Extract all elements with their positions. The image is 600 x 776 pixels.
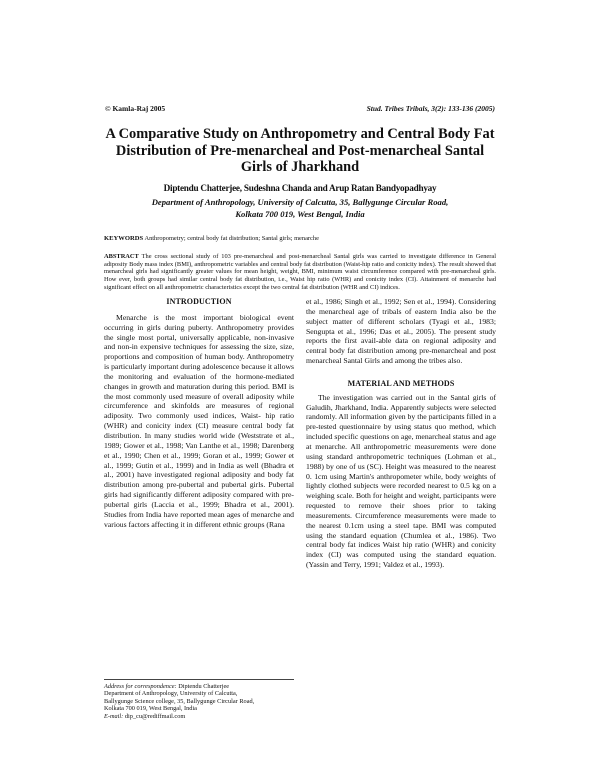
keywords-text: Anthropometry; central body fat distribution; Santal girls; menarche [144,235,319,242]
keywords [104,235,496,243]
affiliation-line: Kolkata 700 019, West Bengal, India [235,208,365,219]
introduction-continuation: et al., 1986; Singh et al., 1992; Sen et al., 1994). Considering the menarcheal age of tribals of eastern India also be the subject matter of different scholars (Tyagi et al., 1983; Sengupta et al., 1996; Das et al., 2005). The present study reports the first avail-able data on regional adiposity and central body fat distribution among pre-menarcheal and post menarcheal Santal Girls and among the tribes also. [306,297,496,366]
email-label: E-mail: [104,712,124,720]
abstract-label: ABSTRACT [104,253,139,260]
right-column [306,297,496,570]
left-column [104,297,294,529]
affiliation-line: Department of Anthropology, University of Calcutta, 35, Ballygunge Circular Road, [151,197,449,207]
correspondence-footnote [104,683,294,720]
introduction-paragraph: Menarche is the most important biological event occurring in girls during puberty. Anthropometry provides the single most portal, universally applicable, non-invasive and non-in expensive techniques for assessing the size, size, proportions and composition of human body. Anthropometry is particularly important during adolescence because it allows the monitoring and evaluation of the hormone-mediated changes in growth and maturation during this period. BMI is the most commonly used measure of overall adiposity while circumference and skinfolds are measures of regional adiposity. Two commonly used indices, Waist- hip ratio (WHR) and conicity index (CI) measure central body fat distribution. In many studies world wide (Weststrate et al., 1989; Gower et al., 1998; Van Lanthe et al., 1998; Darenberg et al., 1990; Chen et al., 1999; Goran et al., 1999; Gower et al., 1999; Gutin et al., 1999) and in India as well (Bhadra et al., 2001) have investigated regional adiposity and body fat distribution among pre-pubertal and pubertal girls. Pubertal girls had significantly different adiposity compared with pre-pubertal girls (Laccia et al., 1999; Bhadra et al., 2001). Studies from India have reported mean ages of menarche and various factors affecting it in different ethnic groups (Rana [104,312,294,529]
correspondence-address-line: Kolkata 700 019, West Bengal, India [104,705,197,713]
affiliation [105,197,495,220]
abstract-text: The cross sectional study of 103 pre-menarcheal and post-menarcheal Santal girls was carried to investigate difference in General adiposity Body mass index (BMI), anthropometric variables and central body fat distribution (Waist-hip ratio and conicity index). The result showed that menarcheal girls had significantly greater values for mean height, weight, BMI, minimum waist circumference compared with pre-menarcheal girls. How ever, both groups had similar central body fat distribution, i.e., Waist hip ratio (WHR) and conicity index (CI). Attainment of menarche had significant effect on all anthropometric characteristics except the two central fat distribution (WHR and CI) indices. [104,253,496,291]
methods-heading: MATERIAL AND METHODS [347,378,455,388]
title-line: Distribution of Pre-menarcheal and Post-menarcheal Santal [115,142,485,159]
title-line: A Comparative Study on Anthropometry and Central Body Fat [105,126,495,142]
copyright-header: © Kamla-Raj 2005 [105,104,166,113]
footnote-divider [104,679,294,680]
correspondence-address-line: Department of Anthropology, University of Calcutta, [104,690,238,698]
correspondence-address-line: Ballygunge Science college, 35, Ballygunge Circular Road, [104,697,255,705]
abstract [104,253,496,292]
keywords-label: KEYWORDS [104,235,144,242]
authors: Diptendu Chatterjee, Sudeshna Chanda and Arup Ratan Bandyopadhyay [163,183,437,193]
email-address: dip_cu@rediffmail.com [124,712,186,720]
journal-citation-header: Stud. Tribes Tribals, 3(2): 133-136 (2005) [366,104,495,113]
introduction-heading: INTRODUCTION [166,297,232,306]
title-line: Girls of Jharkhand [240,159,360,175]
correspondence-label: Address for correspondence: [104,683,177,690]
methods-paragraph: The investigation was carried out in the Santal girls of Galudih, Jharkhand, India. Apparently subjects were selected randomly. All information given by the participants filled in a pre-tested questionnaire by using status quo method, which included specific questions on age, menarcheal status and age at menarche. All anthropometric measurements were done using standard anthropometric techniques (Lohman et al., 1988) by one of us (SC). Height was measured to the nearest 0. 1cm using Martin's anthropometer while, body weights of lightly clothed subjects were recorded nearest to 0.5 kg on a weighing scale. Both for height and weight, participants were requested to remove their shoes prior to taking measurements. Circumference measurements were made to the nearest 0.1cm using a steel tape. BMI was computed using the standard equation (Chumlea et al., 1986). Two central body fat indices Waist hip ratio (WHR) and conicity index (CI) was computed using the standard equation. (Yassin and Terry, 1991; Valdez et al., 1993). [306,392,496,570]
paper-title [105,126,495,176]
correspondence-name: Diptendu Chatterjee [178,683,230,690]
